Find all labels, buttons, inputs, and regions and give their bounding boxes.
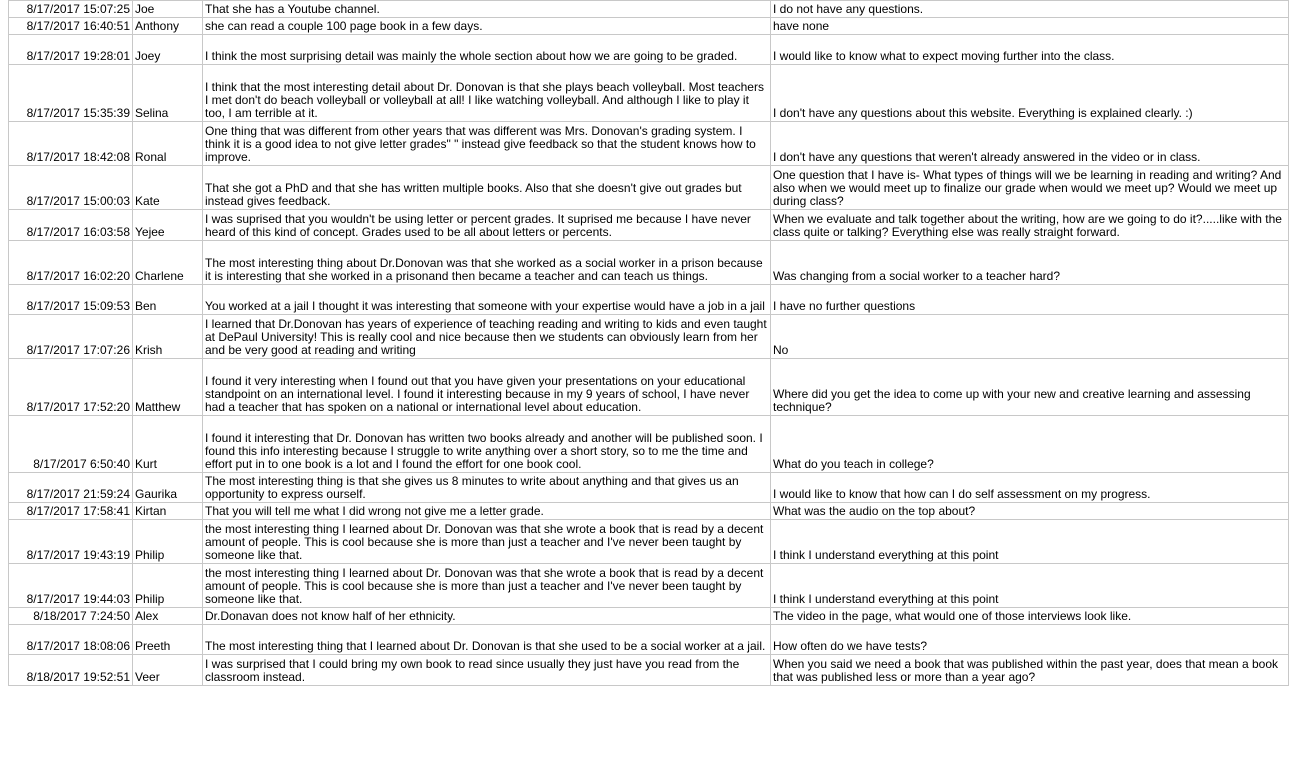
question-cell[interactable]: No bbox=[771, 315, 1289, 359]
question-cell[interactable]: I don't have any questions that weren't already answered in the video or in class. bbox=[771, 122, 1289, 166]
name-cell[interactable]: Matthew bbox=[133, 359, 203, 416]
table-row bbox=[9, 65, 1289, 122]
question-cell[interactable]: have none bbox=[771, 18, 1289, 35]
table-row bbox=[9, 359, 1289, 416]
timestamp-cell[interactable]: 8/17/2017 16:03:58 bbox=[9, 210, 133, 241]
table-row bbox=[9, 503, 1289, 520]
question-cell[interactable]: When you said we need a book that was published within the past year, does that mean a book that was published less or more than a year ago? bbox=[771, 655, 1289, 686]
timestamp-cell[interactable]: 8/17/2017 15:07:25 bbox=[9, 1, 133, 18]
name-cell[interactable]: Anthony bbox=[133, 18, 203, 35]
question-cell[interactable]: Was changing from a social worker to a teacher hard? bbox=[771, 241, 1289, 285]
timestamp-cell[interactable]: 8/17/2017 15:35:39 bbox=[9, 65, 133, 122]
name-cell[interactable]: Preeth bbox=[133, 625, 203, 655]
question-cell[interactable]: I do not have any questions. bbox=[771, 1, 1289, 18]
name-cell[interactable]: Kurt bbox=[133, 416, 203, 473]
answer-cell[interactable]: The most interesting thing that I learned about Dr. Donovan is that she used to be a social worker at a jail. bbox=[203, 625, 771, 655]
answer-cell[interactable]: That she has a Youtube channel. bbox=[203, 1, 771, 18]
table-row bbox=[9, 315, 1289, 359]
answer-cell[interactable]: I learned that Dr.Donovan has years of experience of teaching reading and writing to kids and even taught at DePaul University! This is really cool and nice because then we students can obviously learn from her and be very good at reading and writing bbox=[203, 315, 771, 359]
table-row bbox=[9, 625, 1289, 655]
name-cell[interactable]: Philip bbox=[133, 520, 203, 564]
timestamp-cell[interactable]: 8/17/2017 21:59:24 bbox=[9, 473, 133, 503]
table-row bbox=[9, 416, 1289, 473]
name-cell[interactable]: Joey bbox=[133, 35, 203, 65]
name-cell[interactable]: Selina bbox=[133, 65, 203, 122]
answer-cell[interactable]: That she got a PhD and that she has written multiple books. Also that she doesn't give out grades but instead gives feedback. bbox=[203, 166, 771, 210]
question-cell[interactable]: I think I understand everything at this point bbox=[771, 520, 1289, 564]
timestamp-cell[interactable]: 8/17/2017 17:07:26 bbox=[9, 315, 133, 359]
answer-cell[interactable]: the most interesting thing I learned about Dr. Donovan was that she wrote a book that is read by a decent amount of people. This is cool because she is more than just a teacher and I've never been taught by someone like that. bbox=[203, 564, 771, 608]
timestamp-cell[interactable]: 8/18/2017 19:52:51 bbox=[9, 655, 133, 686]
answer-cell[interactable]: I think that the most interesting detail about Dr. Donovan is that she plays beach volleyball. Most teachers I met don't do beach volleyball or volleyball at all! I like watching volleyball. And although I like to play it too, I am terrible at it. bbox=[203, 65, 771, 122]
timestamp-cell[interactable]: 8/17/2017 16:02:20 bbox=[9, 241, 133, 285]
question-cell[interactable]: What do you teach in college? bbox=[771, 416, 1289, 473]
answer-cell[interactable]: I was surprised that I could bring my own book to read since usually they just have you read from the classroom instead. bbox=[203, 655, 771, 686]
table-row bbox=[9, 241, 1289, 285]
answer-cell[interactable]: the most interesting thing I learned about Dr. Donovan was that she wrote a book that is read by a decent amount of people. This is cool because she is more than just a teacher and I've never been taught by someone like that. bbox=[203, 520, 771, 564]
question-cell[interactable]: Where did you get the idea to come up with your new and creative learning and assessing technique? bbox=[771, 359, 1289, 416]
name-cell[interactable]: Kirtan bbox=[133, 503, 203, 520]
table-row bbox=[9, 210, 1289, 241]
answer-cell[interactable]: I found it interesting that Dr. Donovan has written two books already and another will be published soon. I found this info interesting because I struggle to write anything over a short story, so to me the time and effort put in to one book is a lot and I found the effort for one book cool. bbox=[203, 416, 771, 473]
name-cell[interactable]: Veer bbox=[133, 655, 203, 686]
answer-cell[interactable]: You worked at a jail I thought it was interesting that someone with your expertise would have a job in a jail bbox=[203, 285, 771, 315]
answer-cell[interactable]: One thing that was different from other years that was different was Mrs. Donovan's grading system. I think it is a good idea to not give letter grades" " instead give feedback so that the student knows how to improve. bbox=[203, 122, 771, 166]
question-cell[interactable]: I have no further questions bbox=[771, 285, 1289, 315]
table-row bbox=[9, 35, 1289, 65]
answer-cell[interactable]: The most interesting thing about Dr.Donovan was that she worked as a social worker in a prison because it is interesting that she worked in a prisonand then became a teacher and can teach us things. bbox=[203, 241, 771, 285]
answer-cell[interactable]: I think the most surprising detail was mainly the whole section about how we are going to be graded. bbox=[203, 35, 771, 65]
name-cell[interactable]: Joe bbox=[133, 1, 203, 18]
answer-cell[interactable]: The most interesting thing is that she gives us 8 minutes to write about anything and that gives us an opportunity to express ourself. bbox=[203, 473, 771, 503]
name-cell[interactable]: Philip bbox=[133, 564, 203, 608]
question-cell[interactable]: I would like to know what to expect moving further into the class. bbox=[771, 35, 1289, 65]
question-cell[interactable]: I would like to know that how can I do self assessment on my progress. bbox=[771, 473, 1289, 503]
timestamp-cell[interactable]: 8/17/2017 19:44:03 bbox=[9, 564, 133, 608]
name-cell[interactable]: Kate bbox=[133, 166, 203, 210]
spreadsheet-table bbox=[8, 0, 1289, 686]
question-cell[interactable]: When we evaluate and talk together about the writing, how are we going to do it?.....like with the class quite or talking? Everything else was really straight forward. bbox=[771, 210, 1289, 241]
name-cell[interactable]: Alex bbox=[133, 608, 203, 625]
table-row bbox=[9, 608, 1289, 625]
timestamp-cell[interactable]: 8/18/2017 7:24:50 bbox=[9, 608, 133, 625]
timestamp-cell[interactable]: 8/17/2017 6:50:40 bbox=[9, 416, 133, 473]
name-cell[interactable]: Yejee bbox=[133, 210, 203, 241]
question-cell[interactable]: I think I understand everything at this point bbox=[771, 564, 1289, 608]
table-row bbox=[9, 285, 1289, 315]
table-row bbox=[9, 1, 1289, 18]
timestamp-cell[interactable]: 8/17/2017 17:58:41 bbox=[9, 503, 133, 520]
question-cell[interactable]: One question that I have is- What types of things will we be learning in reading and writing? And also when we would meet up to finalize our grade when would we meet up? Would we meet up during class? bbox=[771, 166, 1289, 210]
name-cell[interactable]: Ronal bbox=[133, 122, 203, 166]
table-row bbox=[9, 655, 1289, 686]
spreadsheet-body bbox=[9, 1, 1289, 686]
table-row bbox=[9, 473, 1289, 503]
answer-cell[interactable]: That you will tell me what I did wrong not give me a letter grade. bbox=[203, 503, 771, 520]
name-cell[interactable]: Gaurika bbox=[133, 473, 203, 503]
timestamp-cell[interactable]: 8/17/2017 18:08:06 bbox=[9, 625, 133, 655]
answer-cell[interactable]: she can read a couple 100 page book in a few days. bbox=[203, 18, 771, 35]
table-row bbox=[9, 564, 1289, 608]
question-cell[interactable]: How often do we have tests? bbox=[771, 625, 1289, 655]
table-row bbox=[9, 166, 1289, 210]
name-cell[interactable]: Krish bbox=[133, 315, 203, 359]
table-row bbox=[9, 520, 1289, 564]
answer-cell[interactable]: Dr.Donavan does not know half of her ethnicity. bbox=[203, 608, 771, 625]
answer-cell[interactable]: I found it very interesting when I found out that you have given your presentations on your educational standpoint on an international level. I found it interesting because in my 9 years of school, I have never had a teacher that has spoken on a national or international level about education. bbox=[203, 359, 771, 416]
timestamp-cell[interactable]: 8/17/2017 15:00:03 bbox=[9, 166, 133, 210]
name-cell[interactable]: Ben bbox=[133, 285, 203, 315]
table-row bbox=[9, 122, 1289, 166]
table-row bbox=[9, 18, 1289, 35]
question-cell[interactable]: What was the audio on the top about? bbox=[771, 503, 1289, 520]
question-cell[interactable]: The video in the page, what would one of those interviews look like. bbox=[771, 608, 1289, 625]
timestamp-cell[interactable]: 8/17/2017 19:43:19 bbox=[9, 520, 133, 564]
name-cell[interactable]: Charlene bbox=[133, 241, 203, 285]
timestamp-cell[interactable]: 8/17/2017 19:28:01 bbox=[9, 35, 133, 65]
answer-cell[interactable]: I was suprised that you wouldn't be using letter or percent grades. It suprised me because I have never heard of this kind of concept. Grades used to be all about letters or percents. bbox=[203, 210, 771, 241]
timestamp-cell[interactable]: 8/17/2017 15:09:53 bbox=[9, 285, 133, 315]
timestamp-cell[interactable]: 8/17/2017 17:52:20 bbox=[9, 359, 133, 416]
timestamp-cell[interactable]: 8/17/2017 18:42:08 bbox=[9, 122, 133, 166]
timestamp-cell[interactable]: 8/17/2017 16:40:51 bbox=[9, 18, 133, 35]
question-cell[interactable]: I don't have any questions about this website. Everything is explained clearly. :) bbox=[771, 65, 1289, 122]
